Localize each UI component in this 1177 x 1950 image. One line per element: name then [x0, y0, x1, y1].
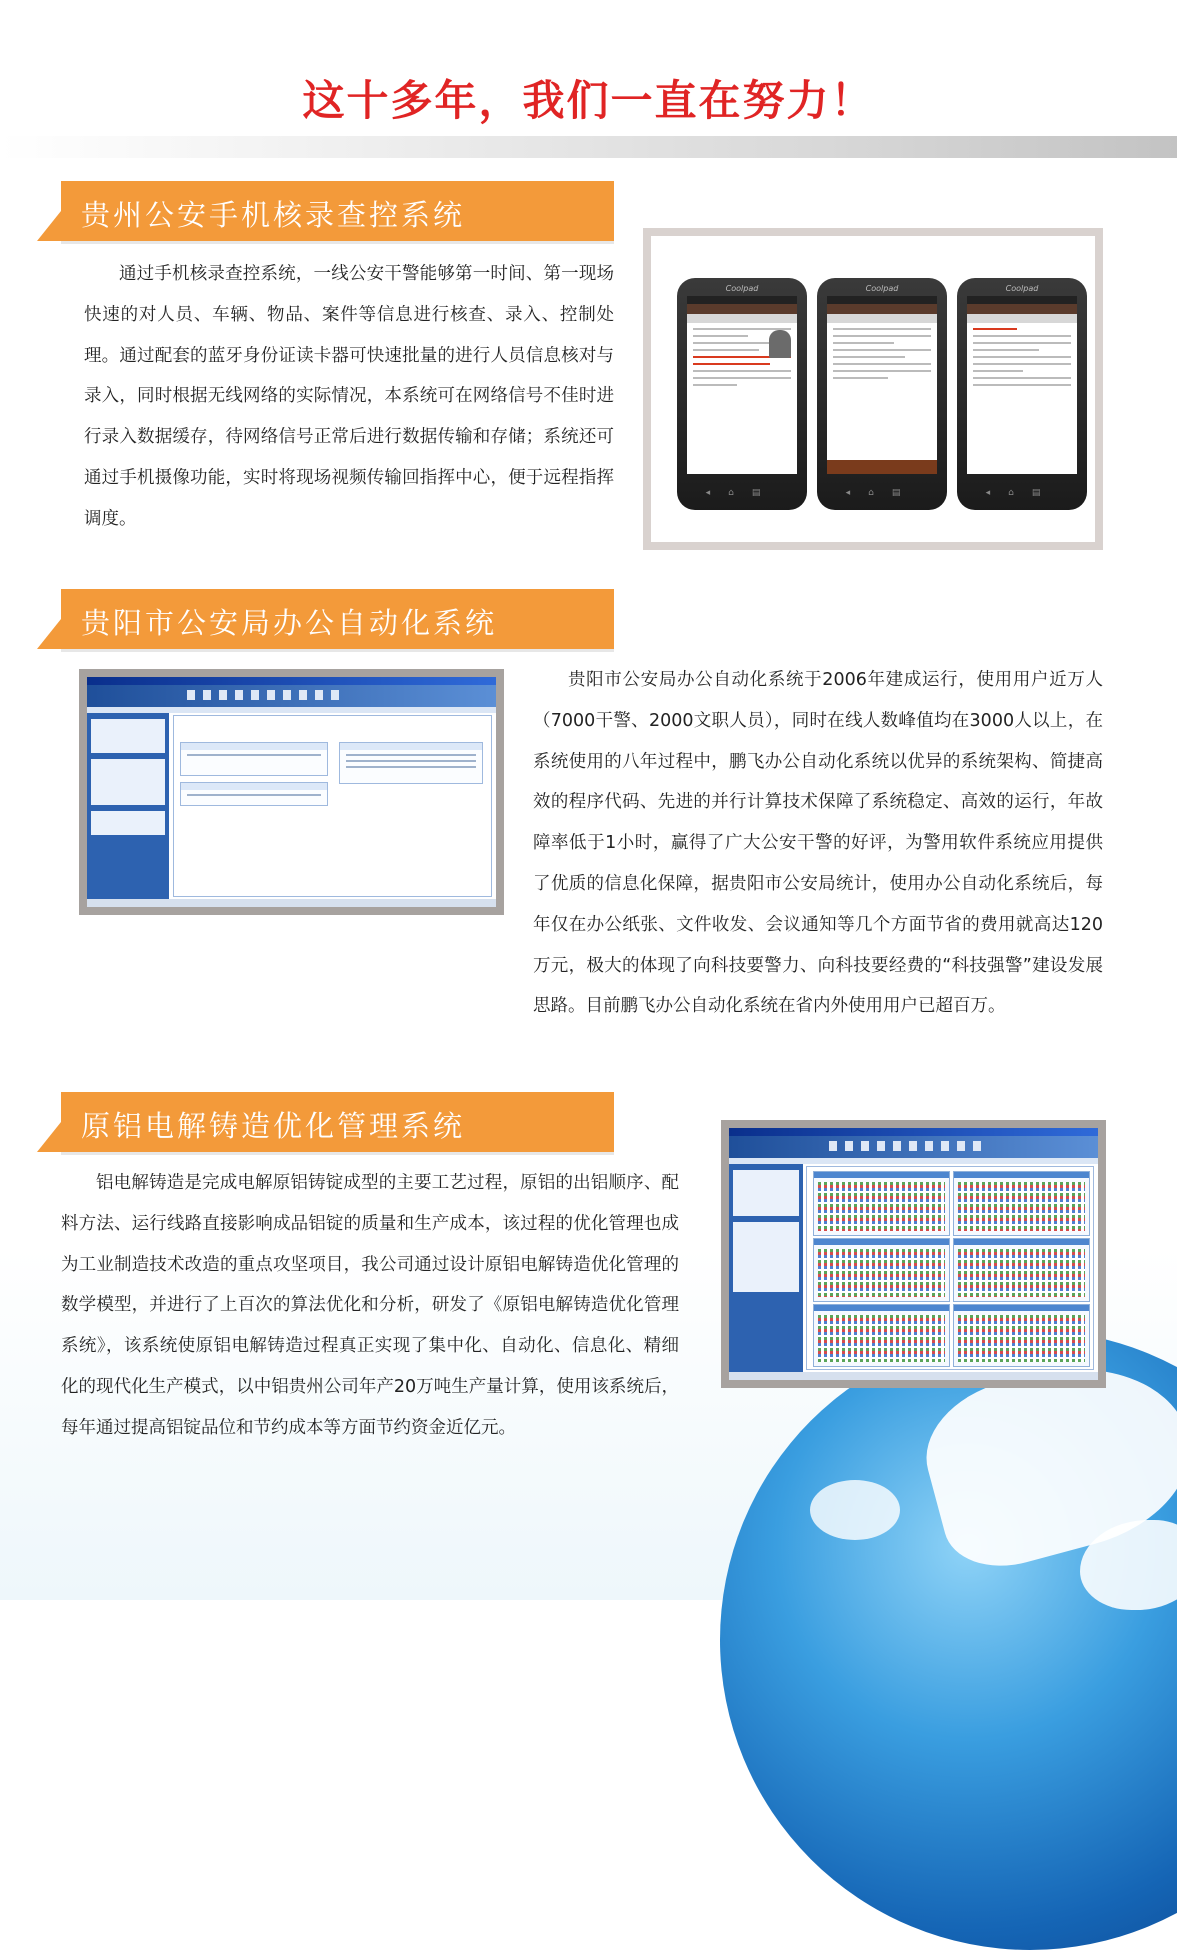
paragraph-text: 通过手机核录查控系统，一线公安干警能够第一时间、第一现场快速的对人员、车辆、物品、案件等信息进行核查、录入、控制处理。通过配套的蓝牙身份证读卡器可快速批量的进行人员信息核对与录入，同时根据无线网络的实际情况，本系统可在网络信号不佳时进行录入数据缓存，待网络信号正常后进行数据传输和存储；系统还可通过手机摄像功能，实时将现场视频传输回指挥中心，便于远程指挥调度。	[84, 264, 614, 529]
paragraph-text: 铝电解铸造是完成电解原铝铸锭成型的主要工艺过程，原铝的出铝顺序、配料方法、运行线路直接影响成品铝锭的质量和生产成本，该过程的优化管理也成为工业制造技术改造的重点攻坚项目，我公司通过设计原铝电解铸造优化管理的数学模型，并进行了上百次的算法优化和分析，研发了《原铝电解铸造优化管理系统》，该系统使原铝电解铸造过程真正实现了集中化、自动化、信息化、精细化的现代化生产模式，以中铝贵州公司年产20万吨生产量计算，使用该系统后，每年通过提高铝锭品位和节约成本等方面节约资金近亿元。	[61, 1173, 679, 1438]
phone-image	[677, 278, 807, 510]
person-photo	[769, 330, 791, 358]
phone-screen	[967, 296, 1077, 474]
screenshot-content	[806, 1166, 1094, 1370]
section-paragraph-office-automation	[533, 660, 1103, 1027]
phones-photo	[643, 228, 1103, 550]
section-header-aluminium	[61, 1092, 614, 1152]
paragraph-text: 贵阳市公安局办公自动化系统于2006年建成运行，使用用户近万人（7000干警、2000文职人员），同时在线人数峰值均在3000人以上，在系统使用的八年过程中，鹏飞办公自动化系统以优异的系统架构、简捷高效的程序代码、先进的并行计算技术保障了系统稳定、高效的运行，年故障率低于1小时，赢得了广大公安干警的好评，为警用软件系统应用提供了优质的信息化保障，据贵阳市公安局统计，使用办公自动化系统后，每年仅在办公纸张、文件收发、会议通知等几个方面节省的费用就高达120万元，极大的体现了向科技要警力、向科技要经费的“科技强警”建设发展思路。目前鹏飞办公自动化系统在省内外使用用户已超百万。	[533, 670, 1103, 1017]
section-heading: 原铝电解铸造优化管理系统	[81, 1109, 466, 1143]
phone-brand: Coolpad	[725, 284, 759, 293]
aluminium-system-screenshot	[721, 1120, 1106, 1388]
phone-image	[957, 278, 1087, 510]
phone-brand: Coolpad	[865, 284, 899, 293]
phone-keys: ◂⌂▤	[705, 488, 779, 498]
section-header-mobile-police	[61, 181, 614, 241]
phone-brand: Coolpad	[1005, 284, 1039, 293]
phone-keys: ◂⌂▤	[845, 488, 919, 498]
screenshot-sidebar	[729, 1164, 803, 1372]
screenshot-window	[729, 1128, 1098, 1380]
phone-screen	[687, 296, 797, 474]
section-heading: 贵阳市公安局办公自动化系统	[81, 606, 498, 640]
screenshot-content	[173, 715, 492, 897]
globe-landmass	[810, 1480, 900, 1540]
screenshot-sidebar	[87, 713, 169, 899]
phones-photo-inner	[651, 236, 1095, 542]
section-header-office-automation	[61, 589, 614, 649]
page-title: 这十多年，我们一直在努力！	[302, 76, 875, 125]
office-system-screenshot	[79, 669, 504, 915]
section-heading: 贵州公安手机核录查控系统	[81, 198, 466, 232]
phone-screen	[827, 296, 937, 474]
title-underline-bar	[0, 136, 1177, 158]
section-paragraph-mobile-police	[84, 254, 614, 540]
section-paragraph-aluminium	[61, 1163, 679, 1449]
phone-image	[817, 278, 947, 510]
phone-keys: ◂⌂▤	[985, 488, 1059, 498]
screenshot-window	[87, 677, 496, 907]
